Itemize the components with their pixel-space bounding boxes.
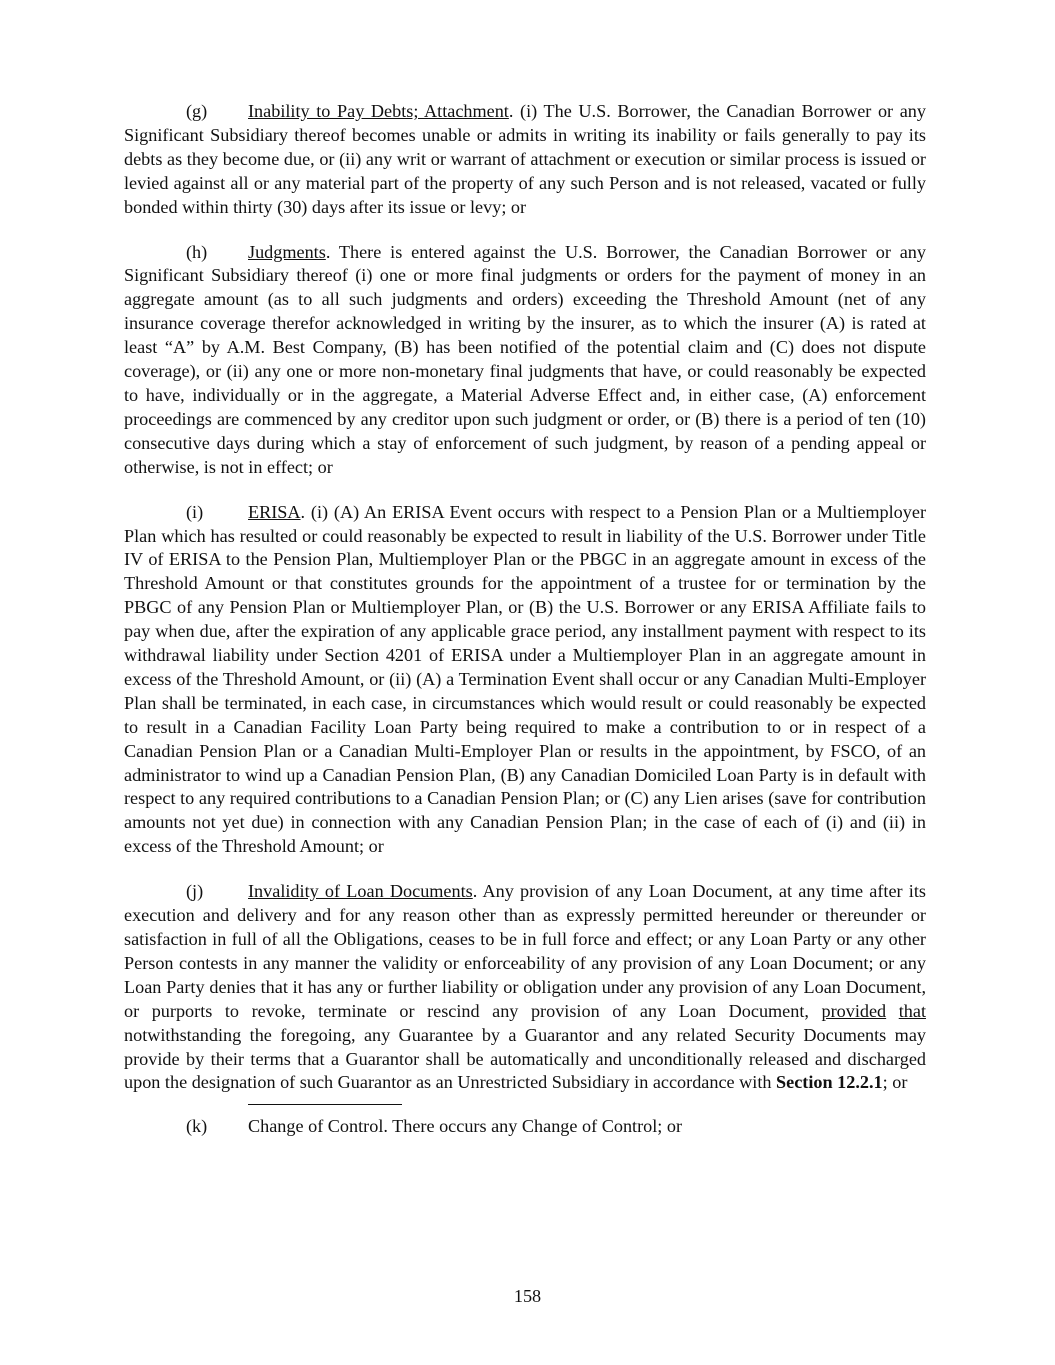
- section-j-body-b: notwithstanding the foregoing, any Guarantee by a Guarantor and any related Security Documents may provide by their terms that a Guarantor shall be automatically and unconditionally released and discharged upon the designation of such Guarantor as an Unrestricted Subsidiary in accordance with: [124, 1024, 926, 1093]
- term-space: [886, 1001, 899, 1021]
- section-g-number: (g): [186, 101, 208, 121]
- section-h-title: Judgments: [248, 241, 326, 262]
- provided-term: provided: [821, 1000, 887, 1021]
- section-j-number: (j): [186, 881, 204, 902]
- section-k: [124, 1115, 926, 1139]
- page-number: 158: [513, 1286, 542, 1306]
- section-g-title: Inability to Pay Debts; Attachment: [248, 101, 509, 121]
- section-g-body: . (i) The U.S. Borrower, the Canadian Borrower or any Significant Subsidiary thereof becomes unable or admits in writing its inability or fails generally to pay its debts as they become due, or (ii) any writ or warrant of attachment or execution or similar process is issued or levied against all or any material part of the property of any such Person and is not released, vacated or fully bonded within thirty (30) days after its issue or levy; or: [124, 101, 926, 217]
- section-j: [124, 880, 926, 1095]
- section-i-number: (i): [186, 501, 204, 522]
- section-h-body: . There is entered against the U.S. Borrower, the Canadian Borrower or any Significant Subsidiary thereof (i) one or more final judgments or orders for the payment of money in an aggregate amount (as to all such judgments and orders) exceeding the Threshold Amount (net of any insurance coverage therefor acknowledged in writing by the insurer, as to which the insurer (A) is rated at least “A” by A.M. Best Company, (B) has been notified of the potential claim and (C) does not dispute coverage), or (ii) any one or more non-monetary final judgments that have, or could reasonably be expected to have, individually or in the aggregate, a Material Adverse Effect and, in either case, (A) enforcement proceedings are commenced by any creditor upon such judgment or order, or (B) there is a period of ten (10) consecutive days during which a stay of enforcement of such judgment, by reason of a pending appeal or otherwise, is not in effect; or: [124, 241, 926, 477]
- section-j-body-a: . Any provision of any Loan Document, at any time after its execution and delivery and for any reason other than as expressly permitted hereunder or thereunder or satisfaction in full of all the Obligations, ceases to be in full force and effect; or any Loan Party or any other Person contests in any manner the validity or enforceability of any provision of any Loan Document; or any Loan Party denies that it has any or further liability or obligation under any provision of any Loan Document, or purports to revoke, terminate or rescind any provision of any Loan Document,: [124, 881, 926, 1021]
- section-h-number: (h): [186, 241, 208, 262]
- section-i: [124, 501, 926, 860]
- that-term: that: [898, 1000, 926, 1021]
- footnote-separator: [248, 1104, 402, 1105]
- section-g: [124, 100, 926, 220]
- section-i-body: . (i) (A) An ERISA Event occurs with respect to a Pension Plan or a Multiemployer Plan which has resulted or could reasonably be expected to result in liability of the U.S. Borrower under Title IV of ERISA to the Pension Plan, Multiemployer Plan or the PBGC in an aggregate amount in excess of the Threshold Amount or that constitutes grounds for the appointment of a trustee for or termination by the PBGC of any Pension Plan or Multiemployer Plan, or (B) the U.S. Borrower or any ERISA Affiliate fails to pay when due, after the expiration of any applicable grace period, any installment payment with respect to its withdrawal liability under Section 4201 of ERISA under a Multiemployer Plan in an aggregate amount in excess of the Threshold Amount, or (ii) (A) a Termination Event shall occur or any Canadian Multi-Employer Plan shall be terminated, in each case, in circumstances which would result or could reasonably be expected to result in a Canadian Facility Loan Party being required to make a contribution to or in respect of a Canadian Pension Plan or a Canadian Multi-Employer Plan or results in the appointment, by FSCO, of an administrator to wind up a Canadian Pension Plan, (B) any Canadian Domiciled Loan Party is in default with respect to any required contributions to a Canadian Pension Plan; or (C) any Lien arises (save for contribution amounts not yet due) in connection with any Canadian Pension Plan; in the case of each of (i) and (ii) in excess of the Threshold Amount; or: [124, 501, 926, 857]
- section-j-title: Invalidity of Loan Documents: [248, 881, 473, 902]
- document-page: [124, 100, 926, 1139]
- section-h: [124, 241, 926, 480]
- section-k-number: (k): [186, 1116, 208, 1137]
- section-j-body-c: ; or: [882, 1072, 908, 1093]
- section-reference: Section 12.2.1: [776, 1072, 883, 1093]
- section-i-title: ERISA: [248, 501, 301, 522]
- section-k-text: Change of Control. There occurs any Change of Control; or: [248, 1116, 683, 1137]
